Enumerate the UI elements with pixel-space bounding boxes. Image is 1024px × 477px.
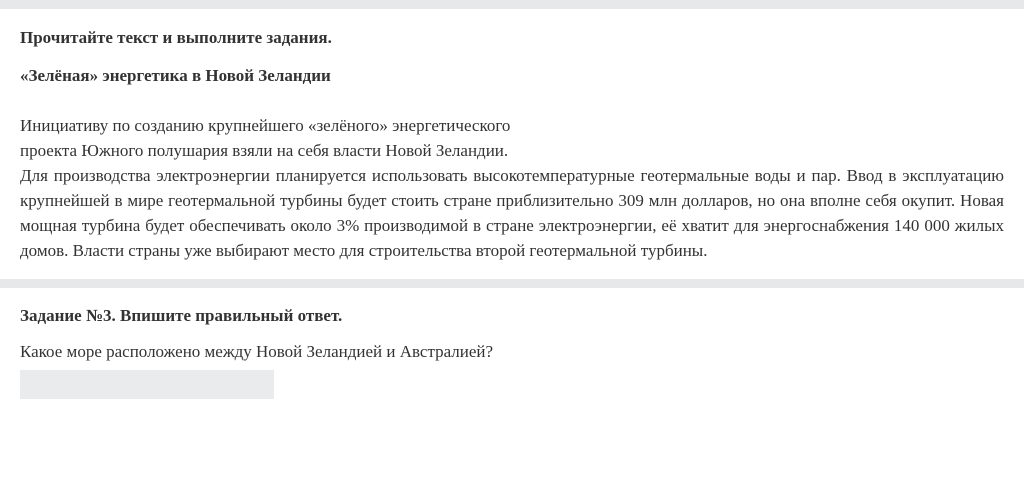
article-title: «Зелёная» энергетика в Новой Зеландии [20, 66, 331, 85]
intro-line-2: проекта Южного полушария взяли на себя власти Новой Зеландии. [20, 141, 509, 160]
task-question: Какое море расположено между Новой Зеландией и Австралией? [20, 342, 494, 361]
intro-line-1: Инициативу по созданию крупнейшего «зелёного» энергетического [20, 116, 511, 135]
middle-separator [0, 279, 1024, 288]
article-text [20, 113, 1004, 263]
task-heading: Задание №3. Впишите правильный ответ. [20, 306, 343, 325]
top-separator [0, 0, 1024, 9]
task-section [0, 288, 1024, 399]
reading-section [0, 9, 1024, 279]
instruction-heading: Прочитайте текст и выполните задания. [20, 28, 332, 47]
answer-input[interactable] [20, 370, 274, 399]
article-body: Для производства электроэнергии планируется использовать высокотемпературные геотермальные воды и пар. Ввод в эксплуатацию крупнейшей в мире геотермальной турбины будет стоить стране приблизительно 309 млн долларов, но она вполне себя окупит. Новая мощная турбина будет обеспечивать около 3% производимой в стране электроэнергии, её хватит для энергоснабжения 140 000 жилых домов. Власти страны уже выбирают место для строительства второй геотермальной турбины. [20, 166, 1004, 260]
